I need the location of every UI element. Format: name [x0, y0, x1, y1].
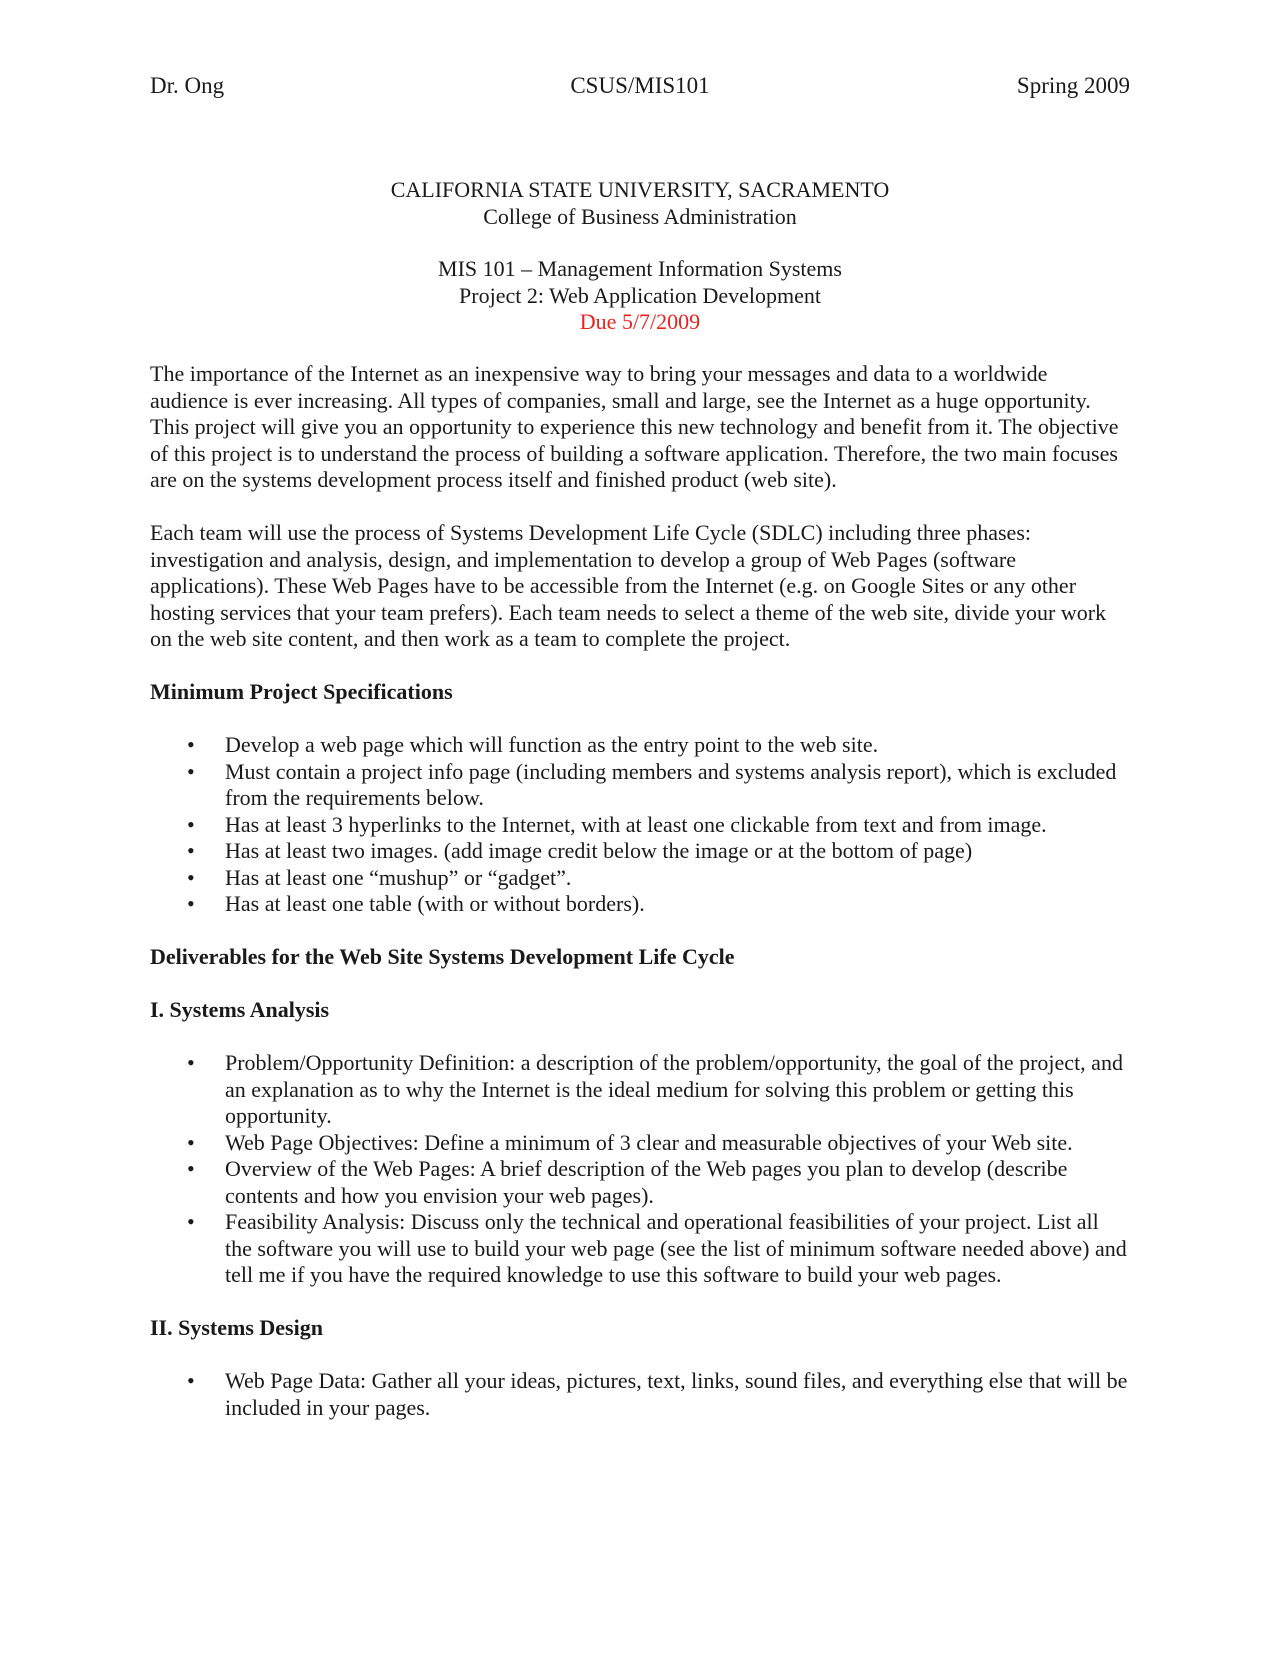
list-item: • Has at least 3 hyperlinks to the Internet, with at least one clickable from text and from image.: [187, 811, 1047, 837]
systems-analysis-heading: I. Systems Analysis: [150, 997, 330, 1022]
list-item: • Has at least one “mushup” or “gadget”.: [187, 864, 572, 890]
title-block: [150, 177, 1130, 336]
bullet-icon: •: [187, 1209, 195, 1234]
list-item: • Web Page Objectives: Define a minimum of 3 clear and measurable objectives of your Web site.: [187, 1129, 1073, 1155]
bullet-icon: •: [187, 891, 195, 916]
header-term: Spring 2009: [1016, 73, 1130, 98]
list-item: • Problem/Opportunity Definition: a description of the problem/opportunity, the goal of the project, and an explanation as to why the Internet is the ideal medium for solving this problem or getting this opportunity.: [187, 1050, 1123, 1128]
systems-design-heading: II. Systems Design: [150, 1315, 323, 1340]
min-specs-heading: Minimum Project Specifications: [150, 679, 453, 704]
list-item: • Develop a web page which will function as the entry point to the web site.: [187, 732, 879, 757]
running-header: [150, 73, 1130, 103]
bullet-icon: •: [187, 1156, 195, 1181]
header-instructor: Dr. Ong: [150, 73, 225, 98]
systems-design-list: [150, 1368, 1130, 1421]
bullet-icon: •: [187, 1129, 195, 1155]
list-item: • Overview of the Web Pages: A brief description of the Web pages you plan to develop (describe contents and how you envision your web pages).: [187, 1156, 1068, 1208]
college-name: College of Business Administration: [483, 203, 797, 229]
bullet-icon: •: [187, 1368, 195, 1393]
bullet-icon: •: [187, 758, 195, 784]
project-title: Project 2: Web Application Development: [459, 282, 821, 308]
bullet-icon: •: [187, 811, 195, 837]
list-item: • Has at least one table (with or without borders).: [187, 891, 645, 916]
list-item: • Must contain a project info page (including members and systems analysis report), which is excluded from the requirements below.: [187, 758, 1117, 810]
min-specs-list: [150, 732, 1130, 918]
list-item: • Feasibility Analysis: Discuss only the technical and operational feasibilities of your project. List all the software you will use to build your web page (see the list of minimum software needed above) and tell me if you have the required knowledge to use this software to build your web pages.: [187, 1209, 1127, 1287]
list-item: • Has at least two images. (add image credit below the image or at the bottom of page): [187, 838, 973, 863]
document-body: [150, 361, 1130, 1448]
title-spacer: [150, 230, 1130, 256]
sdlc-paragraph: Each team will use the process of Systems Development Life Cycle (SDLC) including three phases: investigation and analysis, design, and implementation to develop a group of Web Pages (software applications). These Web Pages have to be accessible from the Internet (e.g. on Google Sites or any other hosting services that your team prefers). Each team needs to select a theme of the web site, divide your work on the web site content, and then work as a team to complete the project.: [150, 520, 1107, 651]
bullet-icon: •: [187, 1050, 195, 1075]
systems-analysis-list: [150, 1050, 1130, 1289]
due-date: Due 5/7/2009: [579, 309, 701, 334]
list-item: • Web Page Data: Gather all your ideas, pictures, text, links, sound files, and everything else that will be included in your pages.: [187, 1368, 1128, 1420]
university-name: CALIFORNIA STATE UNIVERSITY, SACRAMENTO: [390, 177, 890, 202]
bullet-icon: •: [187, 732, 195, 757]
bullet-icon: •: [187, 838, 195, 863]
course-title: MIS 101 – Management Information Systems: [438, 256, 842, 281]
intro-paragraph: The importance of the Internet as an inexpensive way to bring your messages and data to a worldwide audience is ever increasing. All types of companies, small and large, see the Internet as a huge opportunity. This project will give you an opportunity to experience this new technology and benefit from it. The objective of this project is to understand the process of building a software application. Therefore, the two main focuses are on the systems development process itself and finished product (web site).: [150, 361, 1119, 492]
bullet-icon: •: [187, 864, 195, 890]
header-course: CSUS/MIS101: [570, 73, 710, 98]
deliverables-heading: Deliverables for the Web Site Systems Development Life Cycle: [150, 944, 735, 969]
